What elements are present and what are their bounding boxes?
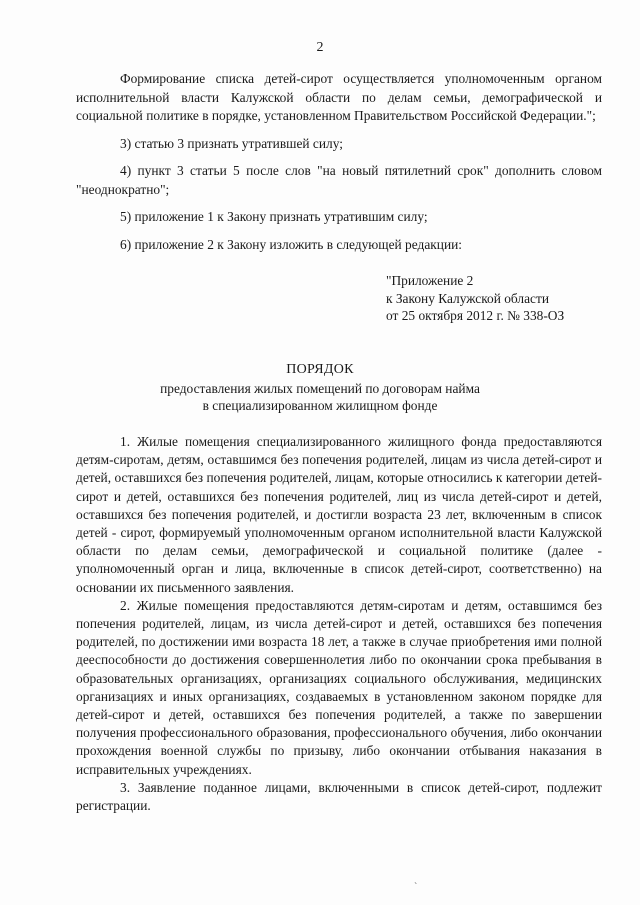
subtitle-line-2: в специализированном жилищном фонде <box>202 398 438 413</box>
appendix-line-2: к Закону Калужской области <box>386 290 550 306</box>
document-title: ПОРЯДОК <box>286 362 354 377</box>
page-number: 2 <box>316 40 324 55</box>
body-section <box>76 433 602 815</box>
appendix-header <box>386 272 616 325</box>
body-item-3: 3. Заявление поданное лицами, включенными в список детей-сирот, подлежит регистрации. <box>76 779 602 814</box>
subtitle-line-1: предоставления жилых помещений по договорам найма <box>160 381 480 396</box>
appendix-line-1: "Приложение 2 <box>386 273 474 288</box>
intro-paragraph-3: 4) пункт 3 статьи 5 после слов "на новый пятилетний срок" дополнить словом "неоднократно"; <box>76 163 602 197</box>
intro-paragraph-2: 3) статью 3 признать утратившей силу; <box>120 135 343 151</box>
intro-paragraph-5: 6) приложение 2 к Закону изложить в следующей редакции: <box>120 236 463 252</box>
document-subtitle <box>0 380 640 414</box>
body-item-1: 1. Жилые помещения специализированного жилищного фонда предоставляются детям-сиротам, детям, оставшимся без попечения родителей, лицам из числа детей-сирот и детей, оставшихся без попечения родителей, лицам, которые относились к категории детей-сирот и детей, оставшихся без попечения родителей, лиц из числа детей-сирот и детей, оставшихся без попечения родителей, и достигли возраста 23 лет, включенным в список детей - сирот, формируемый уполномоченным органом исполнительной власти Калужской области по делам семьи, демографической и социальной политике (далее - уполномоченный орган и лица, включенные в список детей-сирот, соответственно) на основании их письменного заявления. <box>76 434 602 595</box>
intro-section <box>76 70 602 254</box>
body-item-2: 2. Жилые помещения предоставляются детям-сиротам и детям, оставшимся без попечения родителей, лицам, из числа детей-сирот и детей, оставшихся без попечения родителей, по достижении ими возраста 18 лет, а также в случае приобретения ими полной дееспособности до достижения совершеннолетия либо по окончании срока пребывания в образовательных организациях, организациях социального обслуживания, медицинских организациях и иных организациях, создаваемых в установленном законом порядке для детей-сирот и детей, оставшихся без попечения родителей, а также по завершении получения профессионального образования, профессионального обучения, либо окончании прохождения военной службы по призыву, либо окончании отбывания наказания в исправительных учреждениях. <box>76 597 602 777</box>
scan-mark: ` <box>414 882 418 893</box>
intro-paragraph-4: 5) приложение 1 к Закону признать утратившим силу; <box>120 209 428 224</box>
intro-paragraph-1: Формирование списка детей-сирот осуществляется уполномоченным органом исполнительной власти Калужской области по делам семьи, демографической и социальной политике в порядке, установленном Правительством Российской Федерации."; <box>76 71 602 123</box>
appendix-line-3: от 25 октября 2012 г. № 338-ОЗ <box>386 308 565 323</box>
